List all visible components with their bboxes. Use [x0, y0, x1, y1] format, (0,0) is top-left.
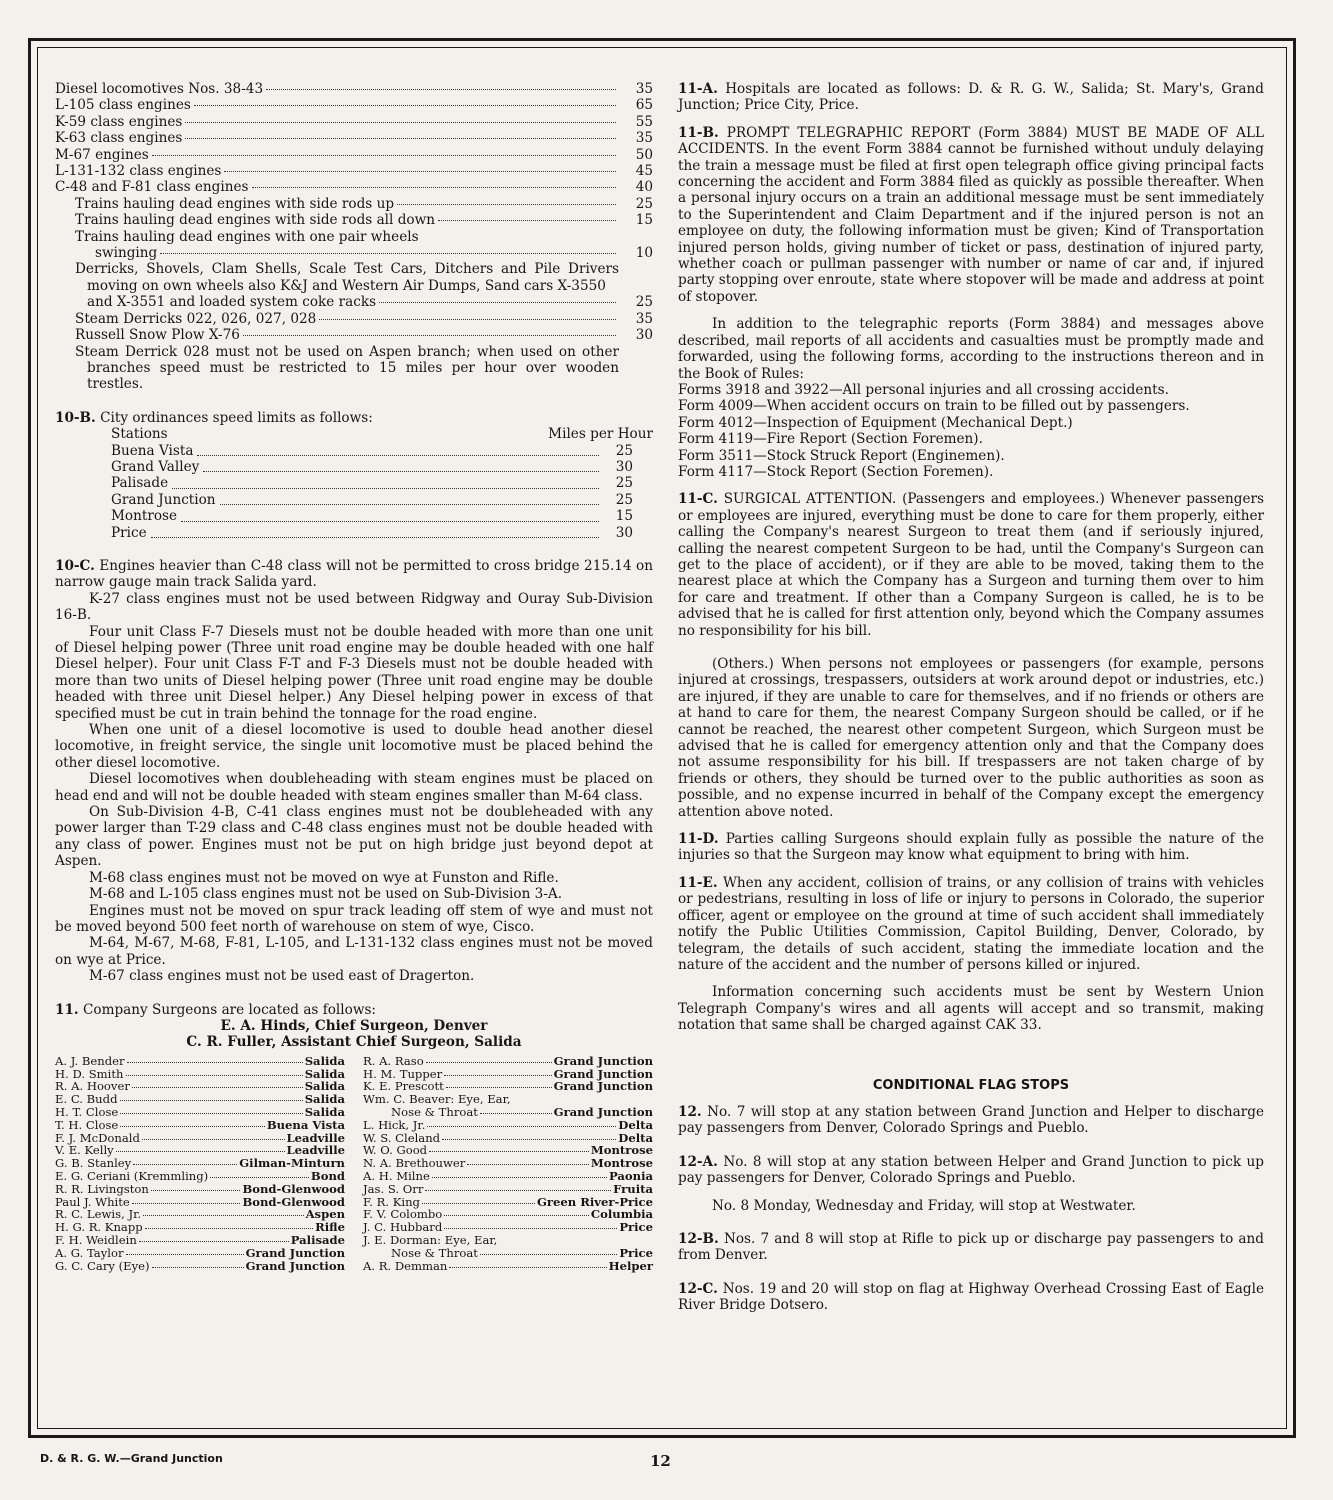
dot-leader [151, 1190, 241, 1191]
section-number: 12-B. [678, 1230, 719, 1247]
city-mph: 25 [615, 475, 633, 492]
surgeon-location: Grand Junction [245, 1258, 345, 1273]
section-text: Company Surgeons are located as follows: [82, 1001, 377, 1018]
surgeon-name: R. A. Hoover [55, 1079, 130, 1094]
paragraph: Four unit Class F-7 Diesels must not be double headed with more than one unit of Diesel helping power (Three unit road engine may be double headed with one half Diesel helper). Four unit Class F-T and F-3 Diesels must not be double headed with more than two units of Diesel helping power (Three unit road engine may be double headed with three unit Diesel helper.) Any Diesel helping power in excess of that specified must be cut in train behind the tonnage for the road engine. [55, 623, 653, 722]
speed-row [55, 327, 653, 343]
speed-label: Diesel locomotives Nos. 38-43 [55, 81, 264, 97]
chief-surgeon: E. A. Hinds, Chief Surgeon, Denver [220, 1017, 488, 1034]
city-station: Price [111, 524, 147, 541]
speed-row [55, 212, 653, 228]
dot-leader [142, 1139, 285, 1140]
section-10b [55, 410, 653, 426]
section-number: 11. [55, 1001, 79, 1018]
surgeon-location: Bond-Glenwood [242, 1194, 345, 1209]
section-text: City ordinances speed limits as follows: [100, 409, 373, 426]
city-row [55, 525, 653, 541]
speed-sub-list-2 [55, 311, 653, 344]
left-column [55, 81, 653, 1272]
dot-leader [266, 89, 616, 90]
surgeon-location: Montrose [590, 1156, 653, 1171]
form-item: Form 4009—When accident occurs on train to be filled out by passengers. [678, 398, 1190, 415]
dot-leader [181, 505, 599, 521]
dot-leader [203, 456, 599, 472]
dot-leader [224, 171, 616, 172]
section-text: SURGICAL ATTENTION. (Passengers and employees.) Whenever passengers or employees are injured, everything must be done to care for them properly, either calling the Company's nearest Surgeon to treat them (and if seriously injured, calling the nearest competent Surgeon to be had, until the Company's Surgeon can get to the place of accident), or if they are able to be moved, taking them to the nearest place at which the Company has a Surgeon and turning them over to him for care and treatment. If other than a Company Surgeon is called, he is to be advised that he is called for first attention only, beyond which the Company assumes no responsibility for his bill. [678, 491, 1264, 639]
surgeon-location: Fruita [613, 1181, 653, 1196]
city-mph: 30 [615, 458, 633, 475]
speed-value: 45 [635, 163, 653, 180]
speed-value: 25 [635, 195, 653, 212]
dot-leader [133, 1164, 237, 1165]
speed-row [55, 81, 653, 97]
section-number: 11-E. [678, 874, 718, 891]
city-mph: 15 [615, 508, 633, 525]
section-10c-paragraphs [55, 591, 653, 985]
surgeon-entry [55, 1183, 345, 1196]
surgeon-location: Salida [304, 1066, 345, 1081]
dot-leader [442, 1139, 616, 1140]
right-column [678, 81, 1264, 1314]
surgeon-entry: J. E. Dorman: Eye, Ear, [363, 1232, 498, 1247]
derrick-note-block [55, 344, 653, 393]
surgeon-entry [363, 1119, 653, 1132]
dot-leader [185, 122, 616, 123]
dot-leader [444, 1215, 589, 1216]
paragraph: M-68 class engines must not be moved on wye at Funston and Rifle. [89, 869, 559, 886]
dot-leader [185, 138, 616, 139]
section-text: Engines heavier than C-48 class will not be permitted to cross bridge 215.14 on narrow gauge main track Salida yard. [55, 557, 653, 591]
section-12c [678, 1281, 1264, 1314]
dot-leader [425, 1190, 611, 1191]
dot-leader [319, 319, 616, 320]
dot-leader [151, 522, 599, 538]
speed-value: 35 [635, 130, 653, 147]
section-number: 11-D. [678, 831, 719, 848]
speed-label: L-105 class engines [55, 97, 191, 114]
speed-label: Steam Derricks 022, 026, 027, 028 [75, 310, 317, 327]
surgeon-name: H. M. Tupper [363, 1066, 443, 1081]
form-item: Form 3511—Stock Struck Report (Enginemen). [678, 447, 1005, 464]
section-11d [678, 831, 1264, 864]
surgeon-entry [55, 1247, 345, 1260]
surgeon-entry [363, 1157, 653, 1170]
speed-label: K-59 class engines [55, 113, 183, 130]
dot-leader [152, 155, 616, 156]
dot-leader [444, 1228, 617, 1229]
surgeon-entry [55, 1170, 345, 1183]
speed-row [55, 196, 653, 212]
surgeon-name: Jas. S. Orr [363, 1181, 424, 1196]
surgeon-location: Aspen [305, 1207, 345, 1222]
dot-leader [120, 1126, 265, 1127]
city-station: Grand Junction [111, 491, 216, 508]
section-11b [678, 125, 1264, 305]
speed-label: Russell Snow Plow X-76 [75, 327, 240, 344]
dot-leader [152, 1267, 244, 1268]
dot-leader [446, 1087, 552, 1088]
surgeon-name: J. C. Hubbard [363, 1220, 443, 1235]
form-item: Form 4012—Inspection of Equipment (Mechanical Dept.) [678, 414, 1073, 431]
speed-value: 65 [635, 97, 653, 114]
dot-leader [243, 335, 616, 336]
surgeon-name: T. H. Close [55, 1117, 119, 1132]
section-text: Nos. 7 and 8 will stop at Rifle to pick up or discharge pay passengers to and from Denver. [678, 1230, 1264, 1264]
surgeon-name: F. V. Colombo [363, 1207, 443, 1222]
section-11e-para2: Information concerning such accidents must be sent by Western Union Telegraph Company's wires and all agents will accept and so transmit, making notation that same shall be charged against CAK 33. [678, 984, 1264, 1034]
dot-leader [143, 1215, 304, 1216]
surgeon-entry [55, 1119, 345, 1132]
surgeon-name: G. C. Cary (Eye) [55, 1258, 150, 1273]
surgeon-location: Montrose [590, 1143, 653, 1158]
paragraph: When one unit of a diesel locomotive is used to double head another diesel locomotive, in freight service, the single unit locomotive must be placed behind the other diesel locomotive. [55, 722, 653, 771]
surgeon-entry [55, 1055, 345, 1068]
surgeon-entry: Nose & Throat Grand Junction [391, 1104, 653, 1119]
section-number: 11-B. [678, 124, 719, 141]
speed-value: 35 [635, 310, 653, 327]
dot-leader [429, 1151, 589, 1152]
dot-leader [126, 1075, 303, 1076]
section-text: No. 8 will stop at any station between Helper and Grand Junction to pick up pay passengers for Denver, Colorado Springs and Pueblo. [678, 1153, 1264, 1187]
surgeon-location: Delta [618, 1117, 653, 1132]
dot-leader [467, 1164, 589, 1165]
section-11a [678, 81, 1264, 114]
surgeon-location: Salida [304, 1053, 345, 1068]
flag-stops-heading: CONDITIONAL FLAG STOPS [872, 1077, 1070, 1093]
surgeon-name: F. R. King [363, 1194, 420, 1209]
paragraph: Engines must not be moved on spur track leading off stem of wye and must not be moved beyond 500 feet north of warehouse on stem of wye, Cisco. [55, 902, 653, 935]
section-11 [55, 1002, 653, 1018]
dot-leader [197, 440, 599, 456]
dot-leader [120, 1100, 303, 1101]
surgeon-name: W. S. Cleland [363, 1130, 441, 1145]
surgeon-location: Green River-Price [537, 1194, 653, 1209]
surgeon-location: Rifle [315, 1220, 345, 1235]
dot-leader [132, 1087, 303, 1088]
surgeon-location: Salida [304, 1104, 345, 1119]
dot-leader [397, 204, 616, 205]
surgeon-name: R. A. Raso [363, 1053, 424, 1068]
section-text: PROMPT TELEGRAPHIC REPORT (Form 3884) MUST BE MADE OF ALL ACCIDENTS. In the event Form 3884 cannot be furnished without unduly delaying the train a message must be filed at first open telegraph office giving principal facts concerning the accident and Form 3884 filed as quickly as possible thereafter. When a personal injury occurs on a train an additional message must be sent immediately to the Superintendent and Claim Department and if the injured person is not an employee on duty, the following information must be given; Kind of Transportation injured person holds, giving number of ticket or pass, destination of injured party, whether coach or pullman passenger with number or name of car and, if injured party stopping over enroute, state where stopover will be made and address at point of stopover. [678, 124, 1264, 305]
paragraph: K-27 class engines must not be used between Ridgway and Ouray Sub-Division 16-B. [55, 590, 653, 624]
section-text: Hospitals are located as follows: D. & R. G. W., Salida; St. Mary's, Grand Junction; Price City, Price. [678, 81, 1264, 114]
section-number: 10-C. [55, 557, 95, 574]
dot-leader [145, 1228, 313, 1229]
form-item: Forms 3918 and 3922—All personal injuries and all crossing accidents. [678, 381, 1169, 398]
section-number: 10-B. [55, 409, 96, 426]
surgeon-name: A. H. Milne [363, 1168, 430, 1183]
section-text: Nos. 19 and 20 will stop on flag at Highway Overhead Crossing East of Eagle River Bridge Dotsero. [678, 1280, 1264, 1314]
section-number: 12-C. [678, 1280, 718, 1297]
section-number: 12. [678, 1103, 702, 1120]
surgeon-entry [55, 1221, 345, 1234]
speed-row [55, 147, 653, 163]
speed-label: L-131-132 class engines [55, 163, 222, 180]
surgeon-entry [363, 1221, 653, 1234]
page-number: 12 [650, 1452, 671, 1470]
surgeon-list-left [55, 1055, 345, 1273]
speed-row [55, 97, 653, 113]
surgeon-location: Palisade [290, 1232, 345, 1247]
speed-label: K-63 class engines [55, 130, 183, 147]
dot-leader [132, 1203, 241, 1204]
surgeon-entry [363, 1183, 653, 1196]
speed-swing-line1: Trains hauling dead engines with one pair wheels [75, 228, 419, 245]
section-12b [678, 1231, 1264, 1264]
surgeon-name: R. C. Lewis, Jr. [55, 1207, 142, 1222]
surgeon-name: N. A. Brethouwer [363, 1156, 466, 1171]
speed-row [55, 311, 653, 327]
paragraph: M-68 and L-105 class engines must not be used on Sub-Division 3-A. [89, 886, 563, 903]
surgeon-name: R. R. Livingston [55, 1181, 149, 1196]
surgeon-entry [55, 1106, 345, 1119]
page-border [28, 38, 1296, 1438]
section-10c [55, 558, 653, 591]
surgeon-name: H. D. Smith [55, 1066, 124, 1081]
speed-sub-list [55, 196, 653, 229]
surgeon-name: A. J. Bender [55, 1053, 125, 1068]
surgeon-location: Leadville [286, 1143, 345, 1158]
speed-label: C-48 and F-81 class engines [55, 179, 249, 196]
derrick-note: Steam Derrick 028 must not be used on Aspen branch; when used on other branches speed must be restricted to 15 miles per hour over wooden trestles. [75, 343, 619, 393]
section-12 [678, 1104, 1264, 1137]
speed-value: 15 [635, 212, 653, 229]
city-station: Buena Vista [111, 442, 194, 459]
surgeon-entry [55, 1157, 345, 1170]
dot-leader [139, 1241, 289, 1242]
forms-list [678, 382, 1264, 480]
surgeon-entry: Wm. C. Beaver: Eye, Ear, [363, 1092, 511, 1107]
surgeon-name: H. T. Close [55, 1104, 119, 1119]
surgeon-name: F. H. Weidlein [55, 1232, 137, 1247]
city-mph: 30 [615, 524, 633, 541]
form-item: Form 4119—Fire Report (Section Foremen). [678, 431, 983, 448]
surgeon-name: L. Hick, Jr. [363, 1117, 426, 1132]
surgeon-entry [363, 1055, 653, 1068]
assistant-chief-surgeon: C. R. Fuller, Assistant Chief Surgeon, Salida [186, 1034, 522, 1051]
section-12a-para2: No. 8 Monday, Wednesday and Friday, will stop at Westwater. [712, 1197, 1136, 1214]
surgeon-location: Delta [618, 1130, 653, 1145]
dot-leader [172, 472, 599, 488]
dot-leader [194, 105, 616, 106]
city-col-stations: Stations [111, 426, 168, 443]
surgeon-entry: Nose & Throat Price [391, 1245, 653, 1260]
city-station: Montrose [111, 508, 178, 525]
speed-row [55, 114, 653, 130]
surgeon-name: F. J. McDonald [55, 1130, 140, 1145]
surgeon-entry: A. R. Demman Helper [363, 1258, 653, 1273]
surgeon-location: Grand Junction [553, 1066, 653, 1081]
surgeon-name: E. C. Budd [55, 1092, 118, 1107]
surgeon-location: Gilman-Minturn [239, 1156, 345, 1171]
surgeon-name: V. E. Kelly [55, 1143, 114, 1158]
dot-leader [432, 1177, 607, 1178]
paragraph: On Sub-Division 4-B, C-41 class engines must not be doubleheaded with any power larger than T-29 class and C-48 class engines must not be double headed with any class of power. Engines must not be put on high bridge just beyond depot at Aspen. [55, 804, 653, 870]
speed-list [55, 81, 653, 196]
speed-swing [55, 229, 653, 262]
surgeon-location: Salida [304, 1079, 345, 1094]
speed-value: 40 [635, 179, 653, 196]
surgeon-list-right [363, 1055, 653, 1273]
speed-value: 10 [635, 245, 653, 262]
dot-leader [210, 1177, 309, 1178]
surgeon-name: G. B. Stanley [55, 1156, 132, 1171]
surgeon-location: Bond [310, 1168, 345, 1183]
section-11b-para2: In addition to the telegraphic reports (Form 3884) and messages above described, mail reports of all accidents and casualties must be promptly made and forwarded, using the following forms, according to the instructions thereon and in the Book of Rules: [678, 316, 1264, 382]
section-11c-para2: (Others.) When persons not employees or passengers (for example, persons injured at crossings, trespassers, outsiders at work around depot or industries, etc.) are injured, if they are unable to care for themselves, and if no friends or others are at hand to care for them, the nearest Company Surgeon should be called, or if he cannot be reached, the nearest other competent Surgeon, which Surgeon must be advised that he is called for emergency attention only and that the Company does not assume responsibility for his bill. If trespassers are not taken charge of by friends or others, they should be turned over to the public authorities as soon as possible, and no expense incurred in behalf of the Company except the emergency attention above noted. [678, 656, 1264, 820]
speed-row [55, 163, 653, 179]
derricks-text: Derricks, Shovels, Clam Shells, Scale Test Cars, Ditchers and Pile Drivers moving on own wheels also K&J and Western Air Dumps, Sand cars X-3550 [75, 261, 619, 294]
surgeon-location: Buena Vista [266, 1117, 345, 1132]
section-11e [678, 875, 1264, 973]
derricks-entry [55, 261, 653, 310]
surgeon-entry [55, 1260, 345, 1273]
dot-leader [127, 1062, 303, 1063]
surgeon-location: Salida [304, 1092, 345, 1107]
dot-leader [252, 187, 617, 188]
section-text: Parties calling Surgeons should explain fully as possible the nature of the injuries so that the Surgeon may know what equipment to bring with him. [678, 831, 1265, 864]
surgeon-name: E. G. Ceriani (Kremmling) [55, 1168, 209, 1183]
speed-row [55, 179, 653, 195]
surgeon-location: Grand Junction [553, 1053, 653, 1068]
dot-leader [422, 1203, 535, 1204]
speed-value: 50 [635, 146, 653, 163]
speed-row [55, 130, 653, 146]
surgeon-location: Paonia [609, 1168, 653, 1183]
dot-leader [220, 489, 599, 505]
section-text: No. 7 will stop at any station between Grand Junction and Helper to discharge pay passengers from Denver, Colorado Springs and Pueblo. [678, 1103, 1264, 1137]
city-station: Palisade [111, 475, 169, 492]
dot-leader [126, 1254, 244, 1255]
surgeon-location: Grand Junction [245, 1245, 345, 1260]
form-item: Form 4117—Stock Report (Section Foremen). [678, 463, 994, 480]
speed-label: Trains hauling dead engines with side rods all down [75, 212, 435, 229]
section-number: 12-A. [678, 1153, 718, 1170]
section-number: 11-A. [678, 81, 718, 97]
speed-swing-line2: swinging [95, 245, 158, 262]
speed-value: 30 [635, 327, 653, 344]
surgeon-entry [363, 1170, 653, 1183]
surgeon-location: Columbia [590, 1207, 653, 1222]
surgeon-entry [55, 1234, 345, 1247]
footer-railroad-name: D. & R. G. W.—Grand Junction [40, 1452, 223, 1465]
surgeon-location: Leadville [286, 1130, 345, 1145]
section-number: 11-C. [678, 491, 718, 508]
city-mph: 25 [615, 491, 633, 508]
dot-leader [438, 220, 616, 221]
dot-leader [426, 1062, 552, 1063]
city-table [55, 443, 653, 541]
speed-label: Trains hauling dead engines with side rods up [75, 195, 395, 212]
section-text: When any accident, collision of trains, or any collision of trains with vehicles or pedestrians, resulting in loss of life or injury to persons in Colorado, the superior officer, agent or employee on the ground at time of such accident shall immediately notify the Public Utilities Commission, Capitol Building, Denver, Colorado, by telegram, the details of such accident, stating the immediate location and the nature of the accident and the number of persons killed or injured. [678, 874, 1264, 973]
speed-value: 35 [635, 81, 653, 97]
dot-leader [120, 1113, 302, 1114]
dot-leader [116, 1151, 285, 1152]
paragraph: M-67 class engines must not be used east of Dragerton. [89, 968, 475, 985]
surgeon-name: K. E. Prescott [363, 1079, 444, 1094]
surgeon-location: Bond-Glenwood [242, 1181, 345, 1196]
surgeon-list [55, 1055, 653, 1273]
derricks-last-line: and X-3551 and loaded system coke racks [87, 294, 377, 311]
city-col-mph: Miles per Hour [548, 426, 653, 443]
paragraph: Diesel locomotives when doubleheading with steam engines must be placed on head end and will not be double headed with steam engines smaller than M-64 class. [55, 771, 653, 804]
speed-value: 25 [635, 294, 653, 311]
dot-leader [427, 1126, 616, 1127]
dot-leader [444, 1075, 551, 1076]
city-mph: 25 [615, 442, 633, 459]
speed-label: M-67 engines [55, 146, 149, 163]
section-12a [678, 1154, 1264, 1187]
paragraph: M-64, M-67, M-68, F-81, L-105, and L-131-132 class engines must not be moved on wye at Price. [55, 935, 653, 968]
surgeon-name: W. O. Good [363, 1143, 428, 1158]
surgeon-location: Grand Junction [553, 1079, 653, 1094]
speed-value: 55 [635, 113, 653, 130]
surgeon-name: H. G. R. Knapp [55, 1220, 143, 1235]
surgeon-location: Price [619, 1220, 653, 1235]
surgeon-name: A. G. Taylor [55, 1245, 124, 1260]
surgeon-name: Paul J. White [55, 1194, 130, 1209]
section-11c [678, 491, 1264, 639]
city-station: Grand Valley [111, 458, 200, 475]
